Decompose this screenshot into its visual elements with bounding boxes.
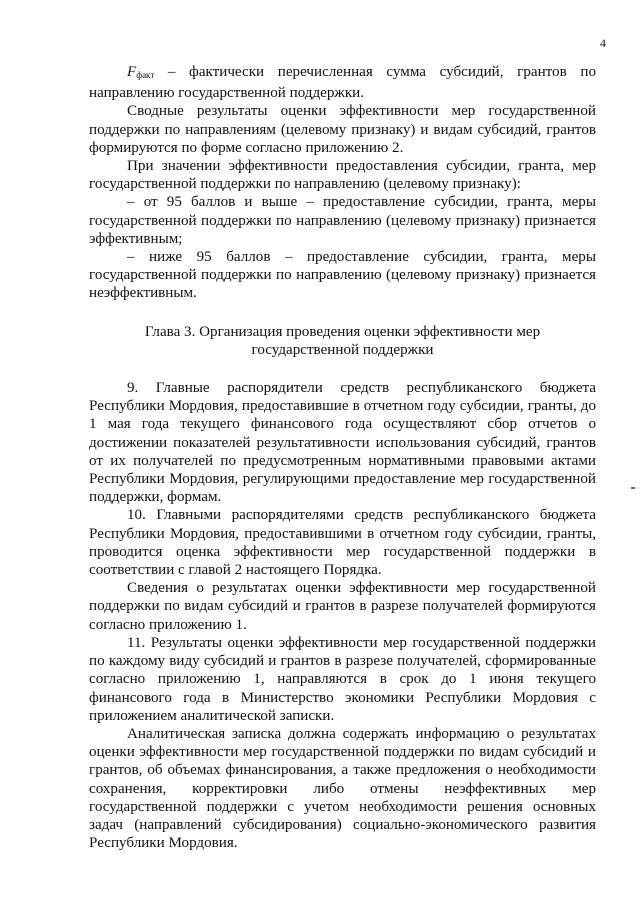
paragraph-clause-9: 9. Главные распорядители средств республиканского бюджета Республики Мордовия, предоставившие в отчетном году субсидии, гранты, до 1 мая года текущего финансового года осуществляют сбор отчетов о достижении показателей результативности использования субсидий, грантов от их получателей по предусмотренным нормативными правовыми актами Республики Мордовия, регулирующими предоставление мер государственной поддержки, формам. (89, 380, 596, 506)
list-item-effective: – от 95 баллов и выше – предоставление субсидии, гранта, меры государственной поддержки по направлению (целевому признаку) признается эффективным; (89, 194, 596, 247)
document-body (89, 63, 596, 852)
paragraph-summary-results: Сводные результаты оценки эффективности мер государственной поддержки по направлениям (целевому признаку) и видам субсидий, грантов формируются по форме согласно приложению 2. (89, 103, 596, 156)
margin-mark (631, 487, 635, 489)
chapter-heading: Глава 3. Организация проведения оценки эффективности мер государственной поддержки (144, 323, 541, 358)
formula-variable: $F_{факт}$ (127, 64, 155, 80)
paragraph-analytical-note: Аналитическая записка должна содержать информацию о результатах оценки эффективности мер государственной поддержки по видам субсидий и грантов, об объемах финансирования, а также предложения о необходимости сохранения, корректировки либо отмены неэффективных мер государственной поддержки с учетом необходимости решения основных задач (направлений субсидирования) социально-экономического развития Республики Мордовия. (89, 725, 596, 852)
paragraph-efficiency-values: При значении эффективности предоставления субсидии, гранта, мер государственной поддержки по направлению (целевому признаку): (89, 158, 596, 193)
page-number: 4 (600, 36, 606, 50)
paragraph-clause-11: 11. Результаты оценки эффективности мер государственной поддержки по каждому виду субсидий и грантов в разрезе получателей, сформированные согласно приложению 1, направляются в срок до 1 июня текущего финансового года в Министерство экономики Республики Мордовия с приложением аналитической записки. (89, 634, 596, 724)
paragraph-results-info: Сведения о результатах оценки эффективности мер государственной поддержки по видам субсидий и грантов в разрезе получателей формируются согласно приложению 1. (89, 580, 596, 633)
paragraph-clause-10: 10. Главными распорядителями средств республиканского бюджета Республики Мордовия, предоставившими в отчетном году субсидии, гранты, проводится оценка эффективности мер государственной поддержки в соответствии с главой 2 настоящего Порядка. (89, 507, 596, 579)
formula-variable-definition: $F_{факт}$ – фактически перечисленная сумма субсидий, грантов по направлению государственной поддержки. (89, 64, 596, 102)
list-item-ineffective: – ниже 95 баллов – предоставление субсидии, гранта, меры государственной поддержки по направлению (целевому признаку) признается неэффективным. (89, 249, 596, 302)
